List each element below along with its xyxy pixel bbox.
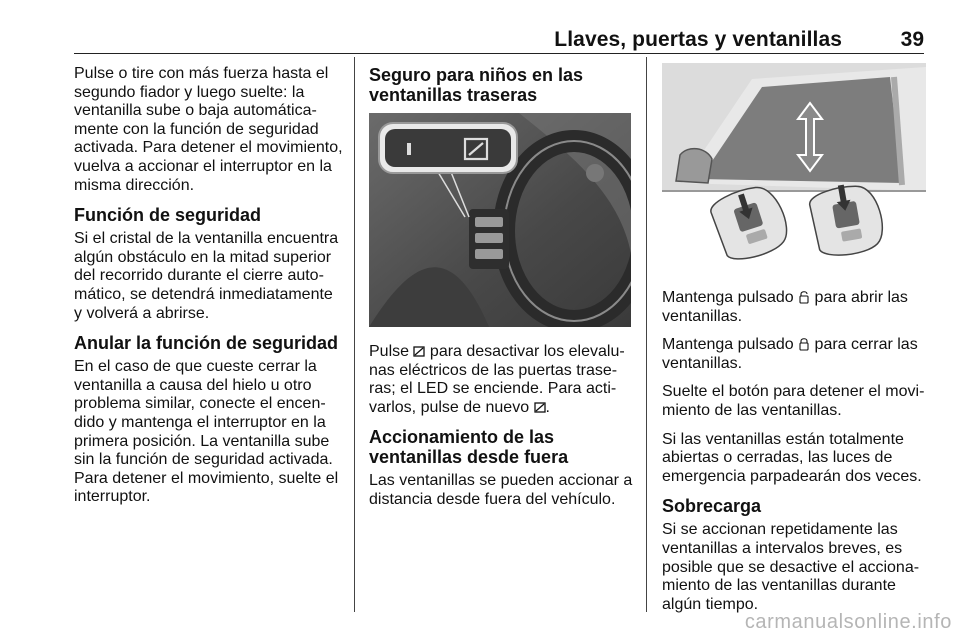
watermark: carmanualsonline.info	[744, 611, 952, 633]
header-rule	[74, 53, 924, 54]
release-paragraph: Suelte el botón para detener el movimiento de las ventanillas.	[662, 383, 925, 419]
page-number: 39	[900, 28, 924, 51]
child-lock-icon	[534, 400, 546, 414]
page-header-title: Llaves, puertas y ventanillas	[554, 28, 842, 51]
unlock-key-icon	[798, 290, 810, 304]
child-lock-paragraph: Pulse para desactivar los elevalunas eléctricos de las puertas traseras; el LED se enciende. Para activarlos, pulse de nuevo .	[369, 343, 625, 416]
intro-paragraph: Pulse o tire con más fuerza hasta el segundo fiador y luego suelte: la ventanilla sube o baja automáticamente con la función de seguridad activada. Para detener el movimiento, vuelva a accionar el interruptor en la misma dirección.	[74, 65, 343, 194]
child-lock-heading: Seguro para niños en las ventanillas traseras	[369, 65, 584, 105]
safety-heading: Función de seguridad	[74, 205, 262, 226]
middle-column	[369, 65, 635, 520]
lock-key-icon	[798, 337, 810, 351]
child-lock-icon	[413, 344, 425, 358]
right-column	[662, 65, 930, 624]
car-window-and-key-figure	[662, 63, 926, 275]
left-column	[74, 65, 344, 517]
remote-paragraph: Las ventanillas se pueden accionar a distancia desde fuera del vehículo.	[369, 472, 633, 508]
override-heading: Anular la función de seguridad	[74, 333, 339, 354]
column-divider-right	[646, 57, 647, 612]
override-paragraph: En el caso de que cueste cerrar la ventanilla a causa del hielo u otro problema similar, conecte el encendido y mantenga el interruptor en la primera posición. La ventanilla sube sin la función de seguridad activada. Para detener el movimiento, suelte el interruptor.	[74, 358, 339, 506]
remote-heading: Accionamiento de las ventanillas desde fuera	[369, 427, 569, 468]
column-divider-left	[354, 57, 355, 612]
open-windows-paragraph: Mantenga pulsado para abrir las ventanillas.	[662, 289, 908, 325]
hazard-paragraph: Si las ventanillas están totalmente abiertas o cerradas, las luces de emergencia parpadearán dos veces.	[662, 430, 922, 485]
overload-heading: Sobrecarga	[662, 496, 762, 517]
overload-paragraph: Si se accionan repetidamente las ventanillas a intervalos breves, es posible que se desactive el accionamiento de las ventanillas durante algún tiempo.	[662, 521, 920, 613]
door-switch-figure	[369, 113, 631, 327]
close-windows-paragraph: Mantenga pulsado para cerrar las ventanillas.	[662, 336, 918, 372]
safety-paragraph: Si el cristal de la ventanilla encuentra algún obstáculo en la mitad superior del recorrido durante el cierre automático, se detendrá inmediatamente y volverá a abrirse.	[74, 230, 339, 322]
